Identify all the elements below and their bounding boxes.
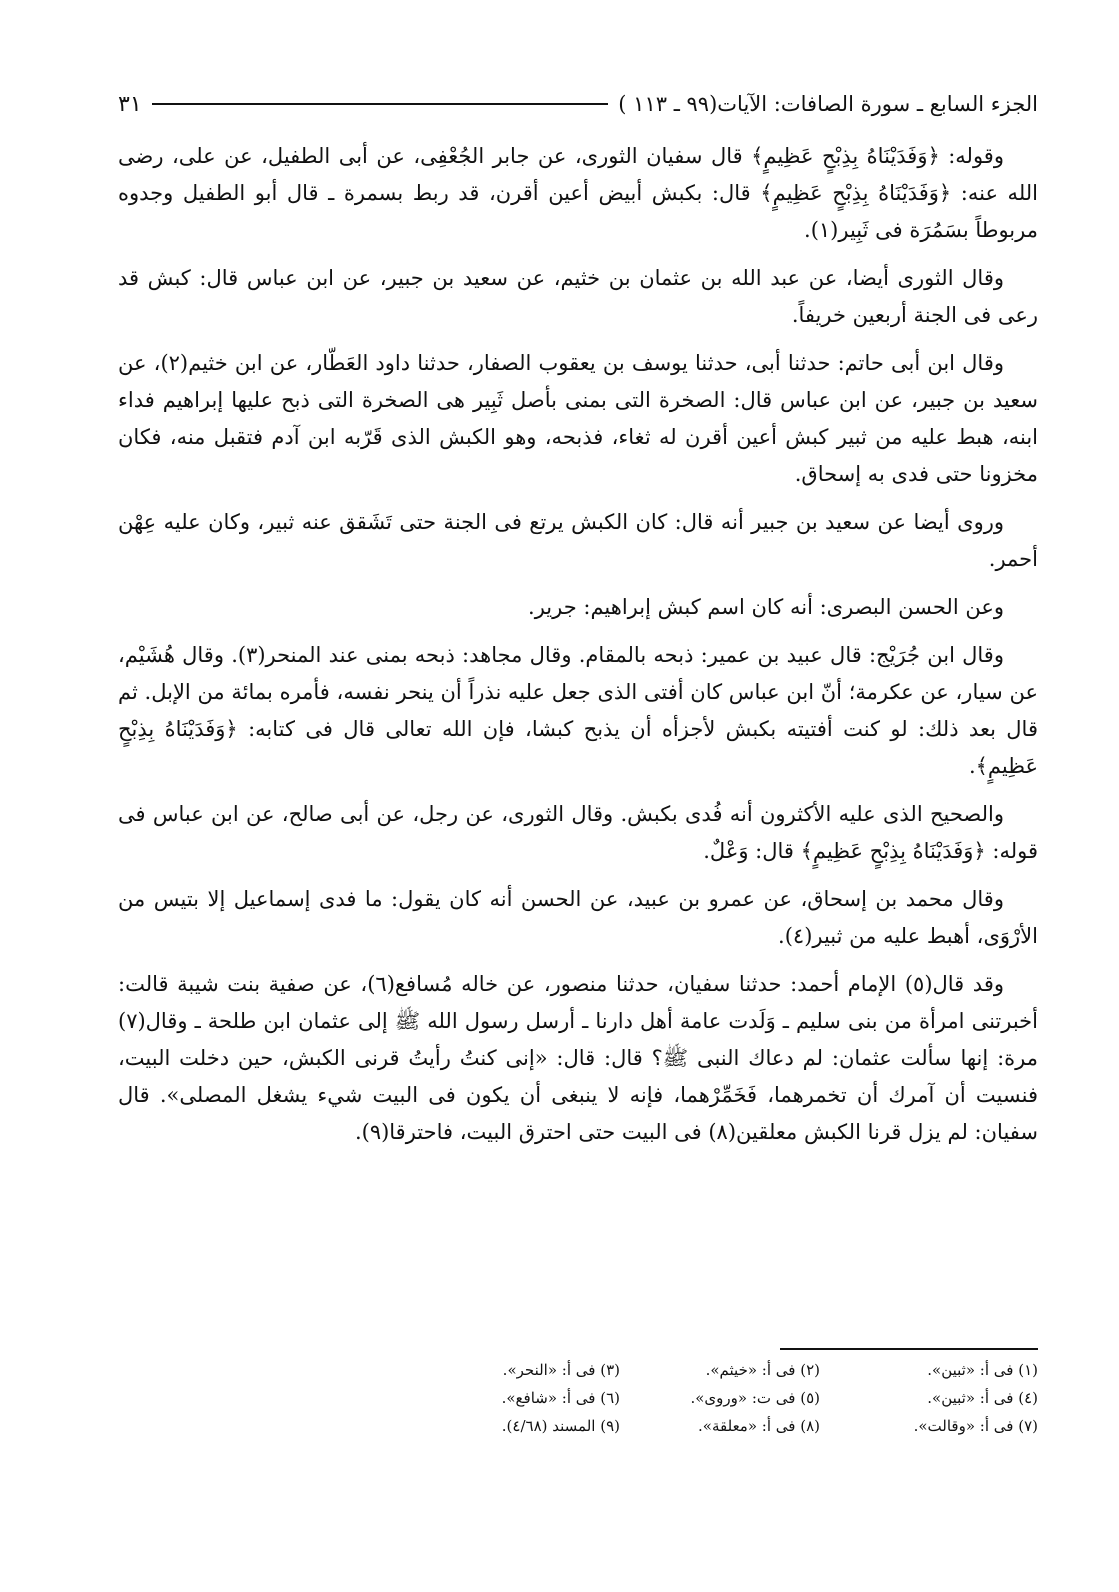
paragraph: وقال محمد بن إسحاق، عن عمرو بن عبيد، عن الحسن أنه كان يقول: ما فدى إسماعيل إلا بتيس من الأرْوَى، أهبط عليه من ثبير(٤).	[118, 887, 1038, 948]
footnote: (٦) فى أ: «شافع».	[501, 1389, 620, 1407]
paragraph: وروى أيضا عن سعيد بن جبير أنه قال: كان الكبش يرتع فى الجنة حتى تَشَقق عنه ثبير، وكان عليه عِهْن أحمر.	[118, 510, 1038, 571]
footnote: (٨) فى أ: «معلقة».	[698, 1417, 820, 1435]
footnote: (٣) فى أ: «النحر».	[502, 1361, 620, 1379]
paragraph: وقال ابن أبى حاتم: حدثنا أبى، حدثنا يوسف بن يعقوب الصفار، حدثنا داود العَطّار، عن ابن خثيم(٢)، عن سعيد بن جبير، عن ابن عباس قال: الصخرة التى بمنى بأصل ثَبِير هى الصخرة التى ذبح عليها إبراهيم فداء ابنه، هبط عليه من ثبير كبش أعين أقرن له ثغاء، فذبحه، وهو الكبش الذى قَرّبه ابن آدم فتقبل منه، فكان مخزونا حتى فدى به إسحاق.	[118, 351, 1038, 486]
paragraph: وعن الحسن البصرى: أنه كان اسم كبش إبراهيم: جرير.	[528, 595, 1004, 619]
paragraph: والصحيح الذى عليه الأكثرون أنه فُدى بكبش. وقال الثورى، عن رجل، عن أبى صالح، عن ابن عباس فى قوله: ﴿وَفَدَيْنَاهُ بِذِبْحٍ عَظِيمٍ﴾ قال: وَعْلٌ.	[118, 802, 1038, 863]
footnote: (٥) فى ت: «وروى».	[690, 1389, 820, 1407]
paragraph: وقال الثورى أيضا، عن عبد الله بن عثمان بن خثيم، عن سعيد بن جبير، عن ابن عباس قال: كبش قد رعى فى الجنة أربعين خريفاً.	[118, 266, 1038, 327]
footnote: (٢) فى أ: «خيثم».	[705, 1361, 820, 1379]
footnote: (٧) فى أ: «وقالت».	[913, 1417, 1038, 1435]
footnote: (١) فى أ: «ثبين».	[927, 1361, 1038, 1379]
page-number: ٣١	[118, 91, 142, 117]
footnote: (٩) المسند (٤/٦٨).	[501, 1417, 620, 1435]
footnotes	[430, 1358, 1038, 1438]
running-head	[118, 88, 1038, 120]
header-rule	[152, 103, 609, 105]
paragraph: وقوله: ﴿وَفَدَيْنَاهُ بِذِبْحٍ عَظِيمٍ﴾ قال سفيان الثورى، عن جابر الجُعْفِى، عن أبى الطفيل، عن على، رضى الله عنه: ﴿وَفَدَيْنَاهُ بِذِبْحٍ عَظِيمٍ﴾ قال: بكبش أبيض أعين أقرن، قد ربط بسمرة ـ قال أبو الطفيل وجدوه مربوطاً بسَمُرَة فى ثَبِير(١).	[118, 144, 1038, 242]
body-text	[118, 138, 1038, 1162]
paragraph: وقد قال(٥) الإمام أحمد: حدثنا سفيان، حدثنا منصور، عن خاله مُسافع(٦)، عن صفية بنت شيبة قالت: أخبرتنى امرأة من بنى سليم ـ وَلَدت عامة أهل دارنا ـ أرسل رسول الله ﷺ إلى عثمان ابن طلحة ـ وقال(٧) مرة: إنها سألت عثمان: لم دعاك النبى ﷺ؟ قال: قال: «إنى كنتُ رأيتُ قرنى الكبش، حين دخلت البيت، فنسيت أن آمرك أن تخمرهما، فَخَمِّرْهما، فإنه لا ينبغى أن يكون فى البيت شيء يشغل المصلى». قال سفيان: لم يزل قرنا الكبش معلقين(٨) فى البيت حتى احترق البيت، فاحترقا(٩).	[118, 972, 1038, 1144]
running-title: الجزء السابع ـ سورة الصافات: الآيات(٩٩ ـ ١١٣ )	[618, 92, 1038, 116]
paragraph: وقال ابن جُرَيْج: قال عبيد بن عمير: ذبحه بالمقام. وقال مجاهد: ذبحه بمنى عند المنحر(٣). وقال هُشَيْم، عن سيار، عن عكرمة؛ أنّ ابن عباس كان أفتى الذى جعل عليه نذراً أن ينحر نفسه، فأمره بمائة من الإبل. ثم قال بعد ذلك: لو كنت أفتيته بكبش لأجزأه أن يذبح كبشا، فإن الله تعالى قال فى كتابه: ﴿وَفَدَيْنَاهُ بِذِبْحٍ عَظِيمٍ﴾.	[118, 643, 1038, 778]
footnote: (٤) فى أ: «ثبين».	[927, 1389, 1038, 1407]
footnote-rule	[780, 1348, 1038, 1350]
